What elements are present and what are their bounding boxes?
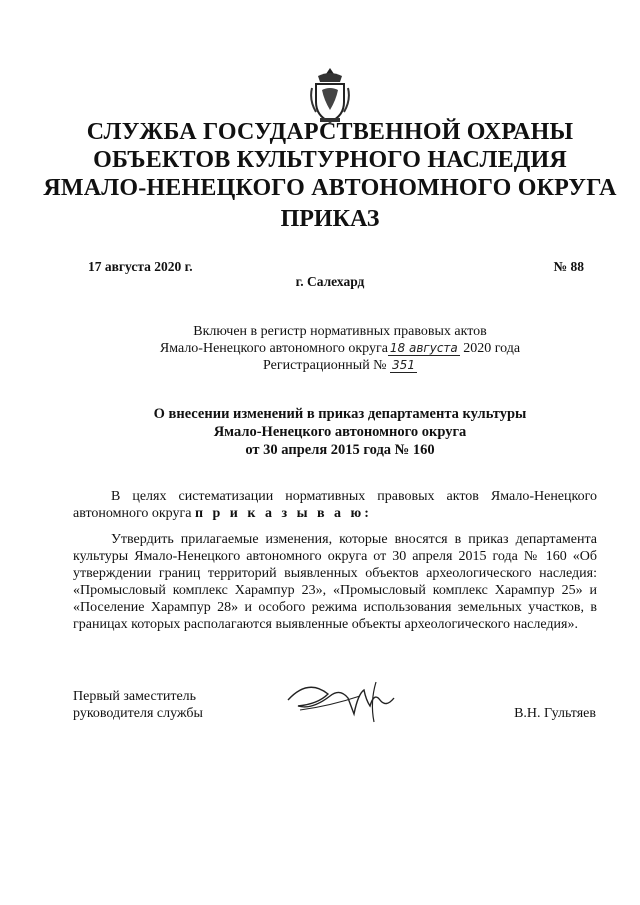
subject-line-1: О внесении изменений в приказ департамента культуры [153,406,527,422]
title-line-3: ЯМАЛО-НЕНЕЦКОГО АВТОНОМНОГО ОКРУГА [43,175,617,201]
subject-line-3: от 30 апреля 2015 года № 160 [245,442,435,458]
registry-line-2-suffix: 2020 года [463,341,521,356]
document-type: ПРИКАЗ [280,206,380,232]
registry-handwritten-number: 351 [392,358,415,372]
agency-title [40,118,620,202]
registry-line-3 [40,357,640,374]
coat-of-arms-emblem [308,66,352,126]
signatory-position [73,688,203,722]
order-paragraph: Утвердить прилагаемые изменения, которые вносятся в приказ департамента культуры Ямало-Ненецкого автономного округа от 30 апреля 2015 года № 160 «Об утверждении границ территорий выявленных объектов археологического наследия: «Промысловый комплекс Харампур 23», «Промысловый комплекс Харампур 25» и «Поселение Харампур 28» и особого режима использования земельных участков, в границах которых располагаются выявленные объекты археологического наследия». [73,532,597,632]
order-number: № 88 [553,259,584,274]
order-date: 17 августа 2020 г. [88,259,193,274]
registry-handwritten-date: 18 августа [389,341,458,355]
registry-line-3-prefix: Регистрационный № [263,358,387,373]
title-line-2: ОБЪЕКТОВ КУЛЬТУРНОГО НАСЛЕДИЯ [93,147,567,173]
title-line-1: СЛУЖБА ГОСУДАРСТВЕННОЙ ОХРАНЫ [86,119,574,145]
position-line-1: Первый заместитель [73,689,197,704]
handwritten-signature [280,670,420,730]
preamble-text: В целях систематизации нормативных правовых актов Ямало-Ненецкого автономного округа [73,489,597,521]
position-line-2: руководителя службы [73,706,203,721]
subject-line-2: Ямало-Ненецкого автономного округа [213,424,467,440]
preamble-paragraph [73,488,597,522]
order-city: г. Салехард [295,274,365,289]
order-subject [40,405,640,459]
registry-line-2-prefix: Ямало-Ненецкого автономного округа [159,341,388,356]
signatory-name: В.Н. Гультяев [514,706,596,721]
registry-stamp [40,323,640,374]
order-word: п р и к а з ы в а ю: [194,506,372,521]
registry-line-1: Включен в регистр нормативных правовых актов [193,324,487,339]
registry-line-2 [40,340,640,357]
